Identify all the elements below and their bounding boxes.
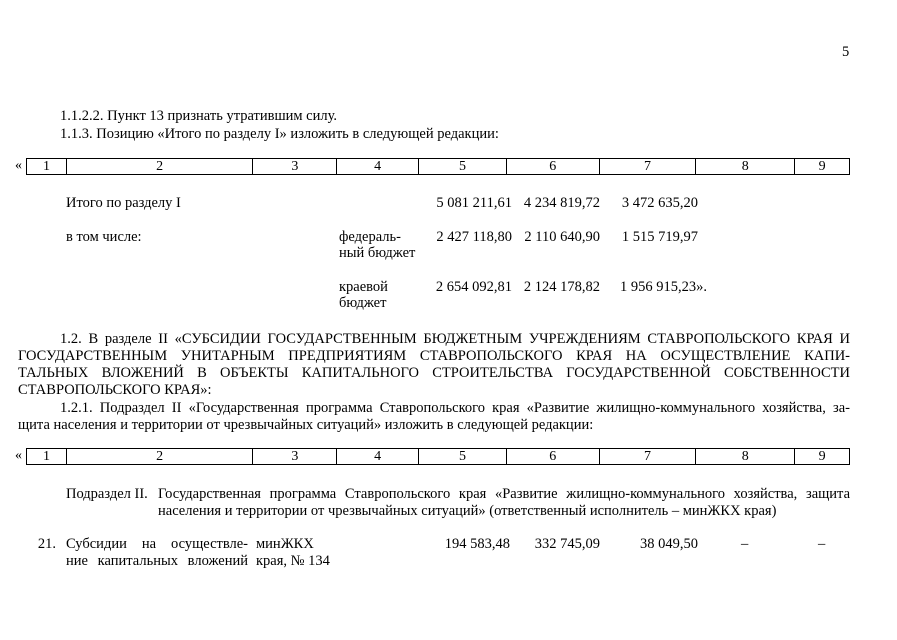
- col-header-1: 1: [27, 449, 67, 464]
- col-header-5: 5: [419, 159, 507, 174]
- open-quote-2: «: [15, 448, 22, 463]
- subsection-title-line1: Государственная программа Ставропольского края «Развитие жилищно-коммунального хозяйства, защита: [158, 486, 850, 502]
- paragraph-1-2-line3: ТАЛЬНЫХ ВЛОЖЕНИЙ В ОБЪЕКТЫ КАПИТАЛЬНОГО СТРОИТЕЛЬСТВА ГОСУДАРСТВЕННОЙ СОБСТВЕННОСТИ: [18, 365, 850, 381]
- row-number: 21.: [37, 536, 56, 552]
- itogo-value-5: 5 081 211,61: [436, 195, 512, 211]
- col-header-9: 9: [818, 159, 826, 174]
- regional-budget-line2: бюджет: [339, 295, 387, 311]
- row-value-5: 194 583,48: [444, 536, 510, 552]
- including-label: в том числе:: [66, 229, 142, 245]
- col-header-6: 6: [507, 159, 600, 174]
- paragraph-1-2-1-line2: щита населения и территории от чрезвычайных ситуаций» изложить в следующей редакции:: [18, 417, 594, 433]
- col-header-3: 3: [253, 159, 337, 174]
- col-header-4: 4: [337, 159, 419, 174]
- regional-value-5: 2 654 092,81: [435, 279, 512, 295]
- regional-value-6: 2 124 178,82: [523, 279, 600, 295]
- paragraph-1-1-3: 1.1.3. Позицию «Итого по разделу I» изложить в следующей редакции:: [60, 126, 499, 142]
- paragraph-1-2-line4: СТАВРОПОЛЬСКОГО КРАЯ»:: [18, 382, 212, 398]
- col-header-5: 5: [419, 449, 507, 464]
- itogo-value-7: 3 472 635,20: [621, 195, 698, 211]
- col-header-8: 8: [696, 449, 795, 464]
- column-header-row: [26, 158, 850, 175]
- paragraph-1-2-line1: 1.2. В разделе II «СУБСИДИИ ГОСУДАРСТВЕННЫМ БЮДЖЕТНЫМ УЧРЕЖДЕНИЯМ СТАВРОПОЛЬСКОГО КРАЯ И: [60, 331, 850, 347]
- row-value-6: 332 745,09: [534, 536, 600, 552]
- col-header-1: 1: [27, 159, 67, 174]
- column-header-row-2: [26, 448, 850, 465]
- open-quote: «: [15, 158, 22, 173]
- col-header-3: 3: [253, 449, 337, 464]
- paragraph-1-2-1-line1: 1.2.1. Подраздел II «Государственная программа Ставропольского края «Развитие жилищно-коммунального хозяйства, за-: [60, 400, 850, 416]
- row-value-9: –: [818, 536, 826, 552]
- paragraph-1-2-line2: ГОСУДАРСТВЕННЫМ УНИТАРНЫМ ПРЕДПРИЯТИЯМ СТАВРОПОЛЬСКОГО КРАЯ НА ОСУЩЕСТВЛЕНИЕ КАПИ-: [18, 348, 850, 364]
- itogo-label: Итого по разделу I: [66, 195, 181, 211]
- col-header-4: 4: [337, 449, 419, 464]
- col-header-7: 7: [600, 449, 697, 464]
- federal-budget-line2: ный бюджет: [339, 245, 416, 261]
- row-executor-line1: минЖКХ: [256, 536, 314, 552]
- paragraph-1-1-2-2: 1.1.2.2. Пункт 13 признать утратившим силу.: [60, 108, 338, 124]
- col-header-8: 8: [696, 159, 795, 174]
- regional-budget-line1: краевой: [339, 279, 388, 295]
- col-header-2: 2: [67, 159, 254, 174]
- subsection-title-line2: населения и территории от чрезвычайных ситуаций» (ответственный исполнитель – минЖКХ края): [158, 503, 777, 519]
- col-header-7: 7: [600, 159, 697, 174]
- federal-budget-line1: федераль-: [339, 229, 401, 245]
- row-executor-line2: края, № 134: [256, 553, 330, 569]
- subsection-label: Подраздел II.: [66, 486, 148, 502]
- federal-value-5: 2 427 118,80: [436, 229, 512, 245]
- regional-value-7: 1 956 915,23».: [620, 279, 707, 295]
- itogo-value-6: 4 234 819,72: [523, 195, 600, 211]
- row-value-7: 38 049,50: [640, 536, 698, 552]
- row-value-8: –: [741, 536, 749, 552]
- col-header-2: 2: [67, 449, 254, 464]
- federal-value-7: 1 515 719,97: [621, 229, 698, 245]
- federal-value-6: 2 110 640,90: [524, 229, 600, 245]
- col-header-9: 9: [818, 449, 826, 464]
- page-number: 5: [842, 44, 850, 60]
- col-header-6: 6: [507, 449, 600, 464]
- row-description-line1: Субсидии на осуществле-: [66, 536, 248, 552]
- row-description-line2: ние капитальных вложений: [66, 553, 248, 569]
